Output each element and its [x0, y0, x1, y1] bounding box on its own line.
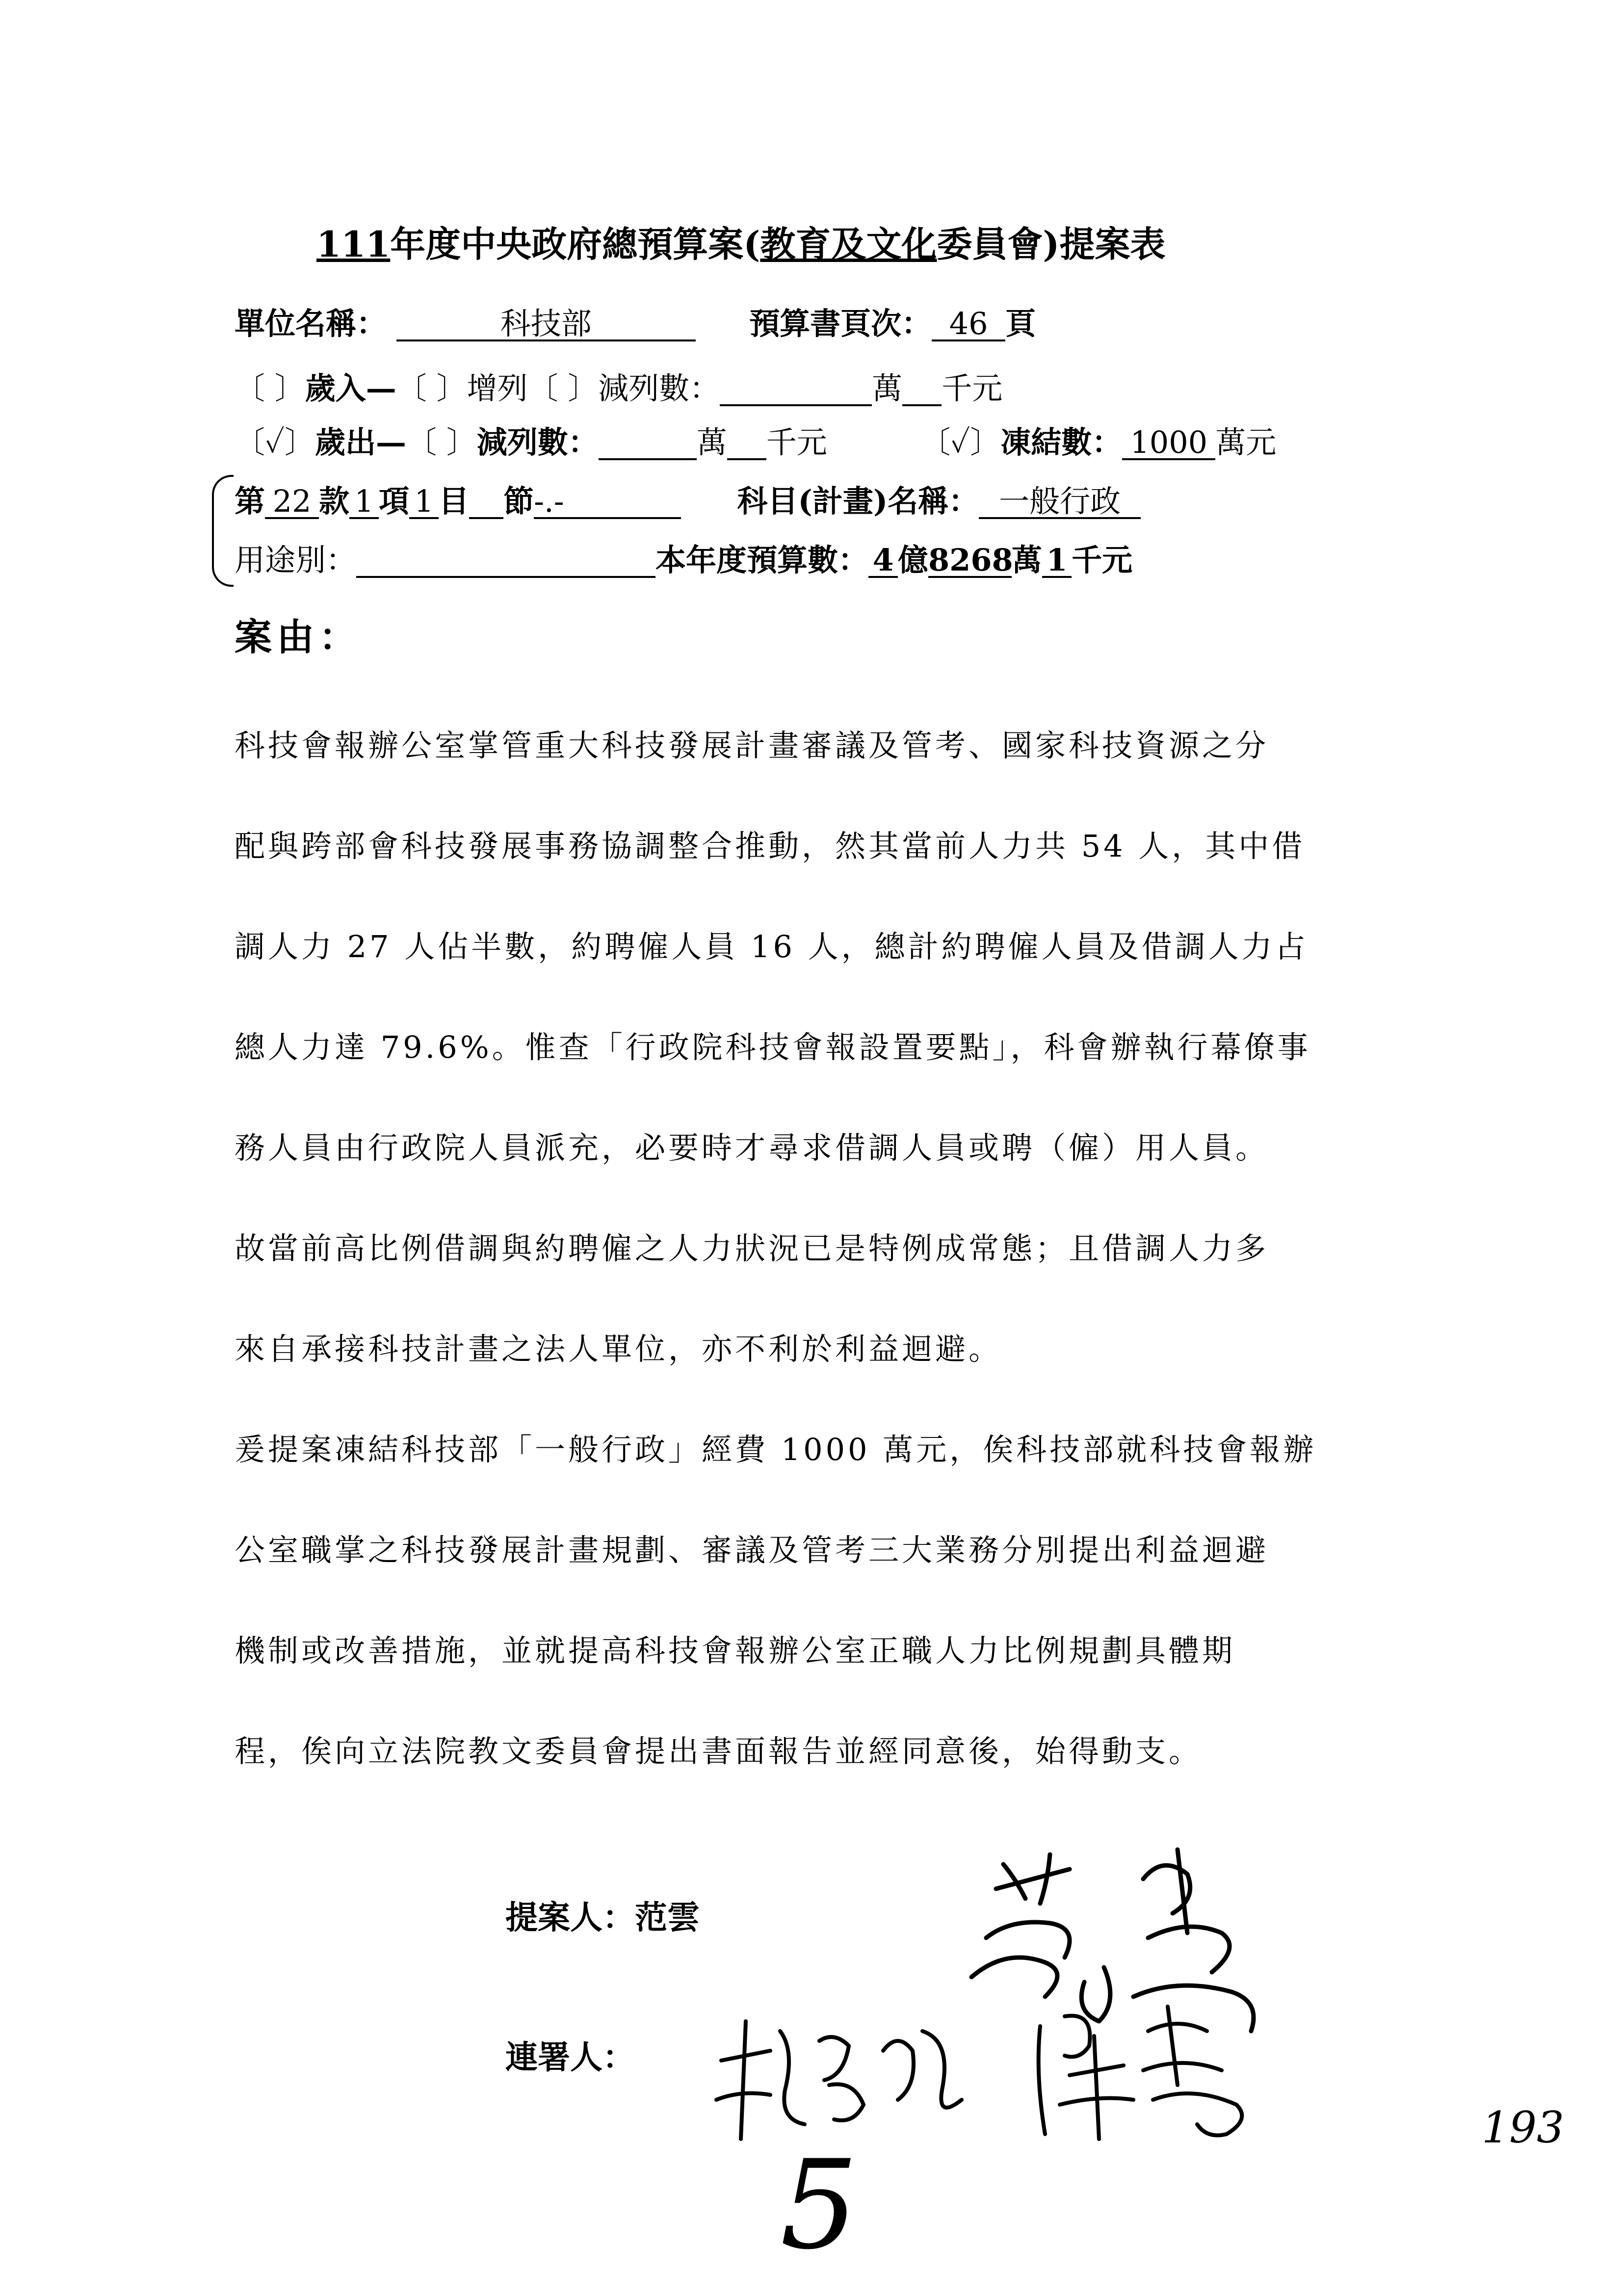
body-line: 故當前高比例借調與約聘僱之人力狀況已是特例成常態；且借調人力多	[235, 1230, 1269, 1266]
budget-qian: 千元	[1072, 542, 1133, 578]
body-line: 務人員由行政院人員派充，必要時才尋求借調人員或聘（僱）用人員。	[235, 1130, 1269, 1166]
mu-blank	[469, 485, 503, 519]
freeze-value: 1000	[1122, 426, 1215, 460]
revenue-qian: 千元	[942, 370, 1003, 406]
freeze-unit: 萬元	[1215, 424, 1277, 460]
unit-row	[235, 299, 1036, 343]
body-line: 總人力達 79.6%。惟查「行政院科技會報設置要點」，科會辦執行幕僚事	[235, 1029, 1311, 1065]
freeze-checkbox[interactable]: 〔✓〕	[920, 424, 1001, 460]
budget-wan: 萬	[1012, 542, 1043, 578]
budget-yi-value: 4	[868, 544, 898, 578]
budget-yi: 億	[898, 542, 929, 578]
cosigner-label: 連署人：	[505, 2038, 635, 2076]
expenditure-label: 歲出—	[315, 424, 407, 460]
revenue-label: 歲入—	[305, 370, 396, 406]
budget-label: 本年度預算數：	[655, 542, 869, 578]
kuan-label: 款	[319, 483, 350, 519]
body-line: 來自承接科技計畫之法人單位，亦不利於利益迴避。	[235, 1331, 1002, 1367]
xiang-value: 1	[349, 485, 379, 519]
expenditure-wan-blank	[599, 426, 697, 460]
handwritten-number: 5	[780, 2134, 859, 2276]
proposer-name: 范雲	[635, 1898, 700, 1936]
proposer-label: 提案人：	[505, 1898, 635, 1936]
mu-label: 目	[439, 483, 470, 519]
revenue-wan: 萬	[872, 370, 903, 406]
expenditure-qian: 千元	[766, 424, 827, 460]
expenditure-decrease-checkbox[interactable]: 〔 〕	[406, 424, 477, 460]
body-line: 調人力 27 人佔半數，約聘僱人員 16 人，總計約聘僱人員及借調人力占	[235, 929, 1309, 965]
body-line: 程，俟向立法院教文委員會提出書面報告並經同意後，始得動支。	[235, 1733, 1203, 1769]
freeze-label: 凍結數：	[1000, 424, 1123, 460]
expenditure-wan: 萬	[696, 424, 727, 460]
expenditure-row	[235, 418, 1276, 462]
xiang-label: 項	[379, 483, 410, 519]
revenue-qian-blank	[902, 372, 942, 406]
body-line: 爰提案凍結科技部「一般行政」經費 1000 萬元，俟科技部就科技會報辦	[235, 1432, 1317, 1467]
title-committee: 教育及文化	[760, 223, 937, 265]
kuan-value: 22	[265, 485, 319, 519]
budget-row	[235, 536, 1132, 579]
revenue-decrease: 〔 〕減列數：	[527, 370, 720, 406]
title-year: 111	[316, 223, 391, 265]
expenditure-qian-blank	[727, 426, 766, 460]
expenditure-decrease-label: 減列數：	[476, 424, 599, 460]
mu-value: 1	[409, 485, 439, 519]
usage-label: 用途別：	[235, 542, 357, 578]
usage-blank	[356, 544, 655, 578]
unit-label: 單位名稱：	[235, 306, 387, 341]
body-line: 公室職掌之科技發展計畫規劃、審議及管考三大業務分別提出利益迴避	[235, 1532, 1269, 1568]
body-line: 科技會報辦公室掌管重大科技發展計畫審議及管考、國家科技資源之分	[235, 728, 1269, 763]
budget-qian-value: 1	[1042, 544, 1072, 578]
signature-cosigner-left	[707, 2002, 981, 2149]
body-line: 配與跨部會科技發展事務協調整合推動，然其當前人力共 54 人，其中借	[235, 828, 1306, 864]
jie-label: 節	[503, 483, 534, 519]
subject-value: 一般行政	[979, 485, 1141, 519]
revenue-checkbox[interactable]: 〔 〕	[235, 370, 305, 406]
jie-value: -.-	[534, 485, 681, 519]
handwritten-page-number: 193	[1482, 2102, 1564, 2153]
body-line: 機制或改善措施，並就提高科技會報辦公室正職人力比例規劃具體期	[235, 1633, 1236, 1669]
revenue-row	[235, 364, 1002, 408]
expenditure-checkbox[interactable]: 〔✓〕	[235, 424, 315, 460]
signature-cosigner-right	[1021, 1987, 1276, 2149]
reason-label: 案由：	[235, 615, 361, 659]
revenue-increase: 〔 〕增列	[396, 370, 528, 406]
budget-wan-value: 8268	[928, 542, 1013, 578]
revenue-wan-blank	[720, 372, 872, 406]
di-label: 第	[235, 483, 265, 519]
proposer	[505, 1891, 700, 1938]
category-row	[235, 477, 1141, 521]
title-text-before: 年度中央政府總預算案(	[390, 223, 760, 265]
unit-value: 科技部	[396, 308, 696, 341]
page-label: 預算書頁次：	[749, 306, 932, 341]
subject-label: 科目(計畫)名稱：	[737, 483, 979, 519]
section-bracket	[212, 475, 234, 587]
page-value: 46	[932, 308, 1005, 341]
title-text-after: 委員會)提案表	[937, 223, 1166, 265]
page-unit: 頁	[1005, 306, 1036, 341]
page-title	[316, 216, 1165, 267]
